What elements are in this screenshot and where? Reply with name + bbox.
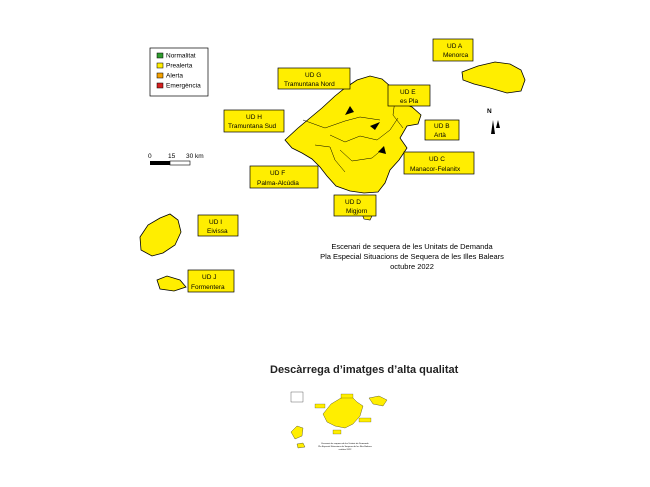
svg-text:UD I: UD I <box>209 219 222 226</box>
svg-text:UD A: UD A <box>447 43 463 50</box>
thumb-caption-2: Pla Especial Situacions de Sequera de les Illes Balears <box>318 446 372 448</box>
map-thumbnail-link[interactable] <box>285 386 393 467</box>
north-arrow <box>487 108 500 134</box>
map-caption <box>320 242 504 271</box>
svg-text:UD F: UD F <box>270 170 286 177</box>
unit-label-a <box>433 39 473 61</box>
legend-label-prealerta: Prealerta <box>166 62 193 70</box>
caption-line-2: Pla Especial Situacions de Sequera de les Illes Balears <box>320 252 504 261</box>
caption-line-3: octubre 2022 <box>390 262 434 271</box>
north-label: N <box>487 108 492 115</box>
thumb-label-box-3 <box>359 418 371 422</box>
unit-label-d <box>334 195 376 216</box>
unit-label-j <box>188 270 234 292</box>
legend-swatch-emergencia <box>157 83 163 88</box>
thumb-caption-3: octubre 2022 <box>338 449 352 451</box>
legend-label-alerta: Alerta <box>166 72 183 80</box>
svg-text:UD B: UD B <box>434 123 450 130</box>
scale-label-0: 0 <box>148 153 152 160</box>
svg-text:Migjorn: Migjorn <box>346 208 368 215</box>
download-title: Descàrrega d’imatges d’alta qualitat <box>270 364 459 376</box>
unit-label-e <box>388 85 430 106</box>
scale-label-15: 15 <box>168 153 176 160</box>
unit-label-i <box>198 215 238 236</box>
svg-text:Formentera: Formentera <box>191 284 225 291</box>
svg-text:Artà: Artà <box>434 132 446 139</box>
north-arrow-icon <box>491 120 495 134</box>
unit-label-h <box>224 110 284 132</box>
formentera-island <box>157 276 186 291</box>
svg-text:UD E: UD E <box>400 89 416 96</box>
svg-text:Manacor-Felanitx: Manacor-Felanitx <box>410 166 461 173</box>
thumb-legend-box <box>291 392 303 402</box>
svg-text:UD G: UD G <box>305 72 322 79</box>
unit-label-c <box>404 152 474 174</box>
svg-text:UD C: UD C <box>429 156 445 163</box>
legend-label-normalitat: Normalitat <box>166 52 196 60</box>
svg-text:Eivissa: Eivissa <box>207 228 228 235</box>
menorca-island <box>462 62 525 93</box>
thumb-label-box-2 <box>341 394 353 398</box>
scale-label-30: 30 km <box>186 153 204 160</box>
legend-swatch-normalitat <box>157 53 163 58</box>
scale-segment-2 <box>170 161 190 165</box>
svg-text:Tramuntana Sud: Tramuntana Sud <box>228 123 277 130</box>
svg-text:Palma-Alcúdia: Palma-Alcúdia <box>257 180 299 187</box>
svg-text:UD D: UD D <box>345 199 361 206</box>
thumb-label-box-1 <box>315 404 325 408</box>
thumb-label-box-4 <box>333 430 341 434</box>
eivissa-island <box>140 214 181 256</box>
legend-swatch-prealerta <box>157 63 163 68</box>
legend <box>150 48 208 96</box>
svg-text:UD H: UD H <box>246 114 262 121</box>
north-arrow-tail-icon <box>496 120 500 128</box>
unit-label-b <box>425 120 459 140</box>
svg-text:Tramuntana Nord: Tramuntana Nord <box>284 81 335 88</box>
legend-label-emergencia: Emergència <box>166 82 201 90</box>
scale-segment-1 <box>150 161 170 165</box>
legend-swatch-alerta <box>157 73 163 78</box>
caption-line-1: Escenari de sequera de les Unitats de Demanda <box>331 242 493 251</box>
unit-label-g <box>278 68 350 89</box>
unit-label-f <box>250 166 318 188</box>
scale-bar <box>148 153 204 165</box>
svg-text:Menorca: Menorca <box>443 52 469 59</box>
thumb-caption-1: Escenari de sequera de les Unitats de Demanda <box>321 443 369 445</box>
svg-text:UD J: UD J <box>202 274 217 281</box>
svg-text:es Pla: es Pla <box>400 98 419 105</box>
